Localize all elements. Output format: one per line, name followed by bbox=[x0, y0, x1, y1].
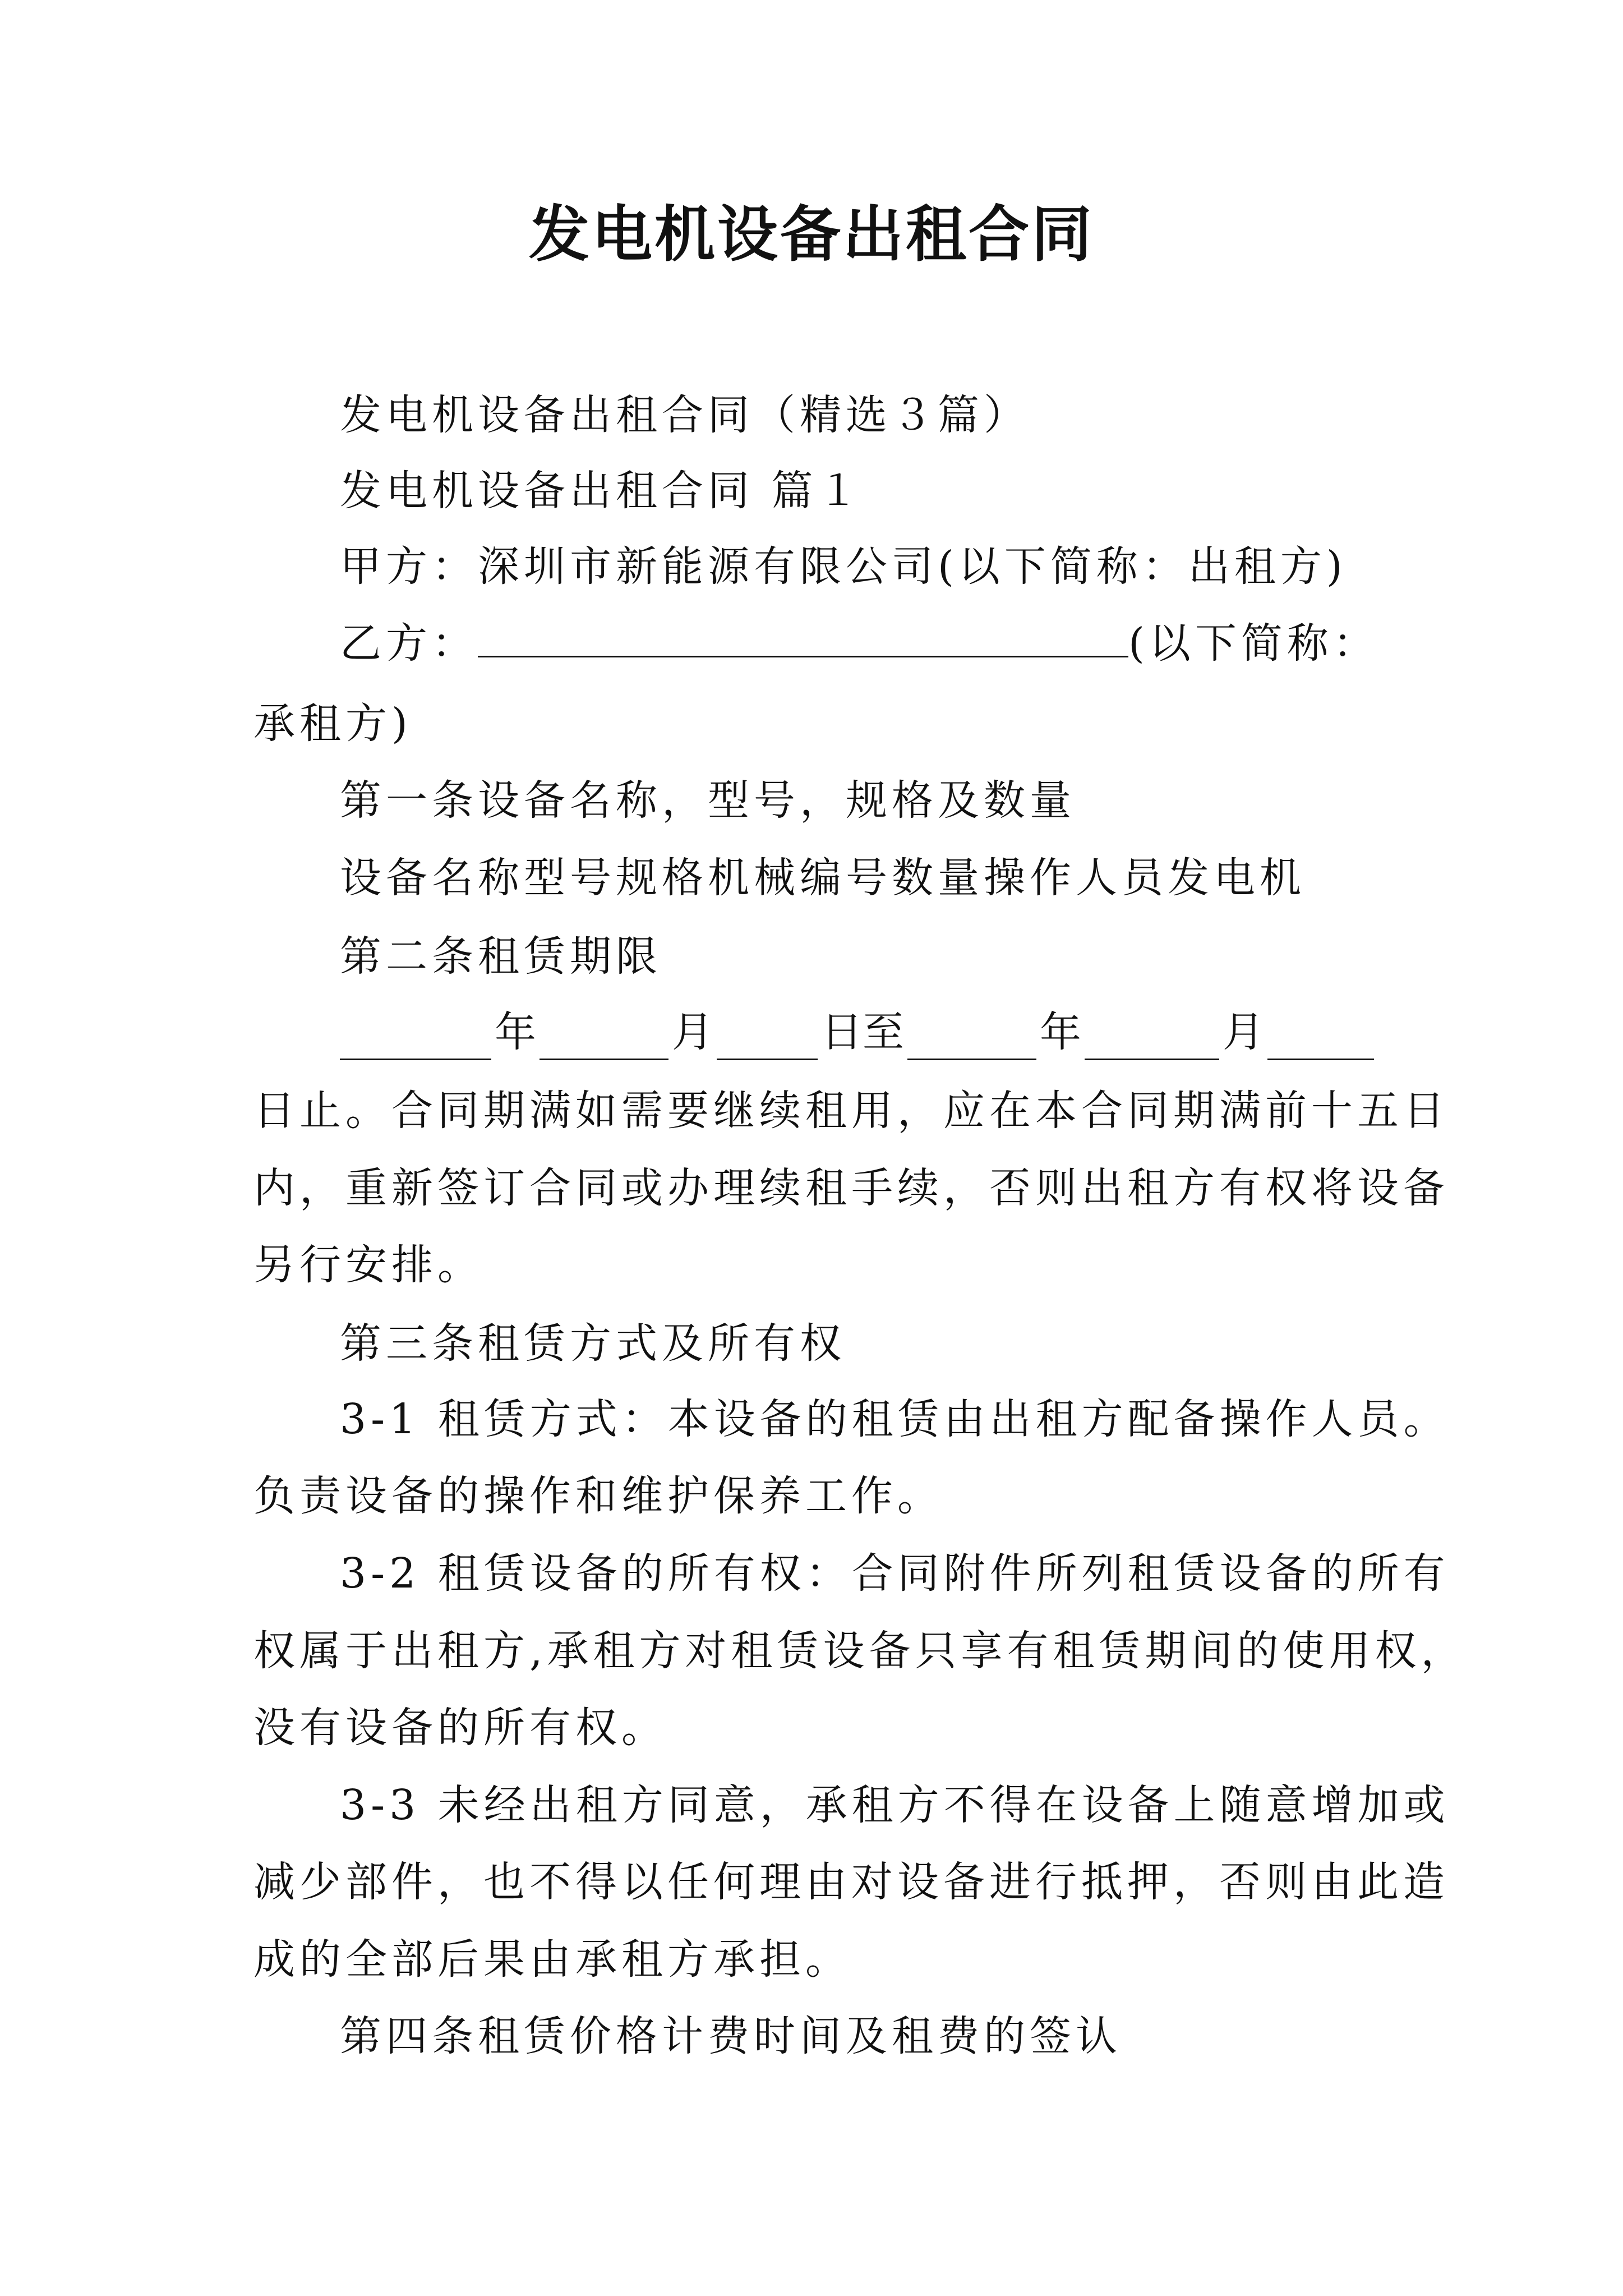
end-day-blank bbox=[1267, 1018, 1374, 1060]
party-b-suffix: (以下简称： bbox=[1128, 619, 1379, 668]
article1-table-header: 设备名称型号规格机械编号数量操作人员发电机 bbox=[340, 854, 1306, 902]
date-unit-year-end: 年 bbox=[1040, 1008, 1081, 1056]
date-unit-month: 月 bbox=[672, 1008, 713, 1056]
clause-3-2-line2: 权属于出租方,承租方对租赁设备只享有租赁期间的使用权， bbox=[253, 1627, 1467, 1675]
end-year-blank bbox=[907, 1018, 1036, 1060]
article1-heading: 第一条设备名称，型号，规格及数量 bbox=[340, 776, 1076, 825]
party-a-line: 甲方：深圳市新能源有限公司(以下简称：出租方) bbox=[340, 542, 1347, 591]
document-title: 发电机设备出租合同 bbox=[528, 199, 1094, 270]
clause-3-2-line3: 没有设备的所有权。 bbox=[253, 1704, 667, 1752]
end-month-blank bbox=[1085, 1018, 1219, 1060]
lease-date-row bbox=[340, 1004, 1390, 1060]
clause-3-3-line2: 减少部件，也不得以任何理由对设备进行抵押，否则由此造 bbox=[253, 1858, 1449, 1906]
clause-3-1-line2: 负责设备的操作和维护保养工作。 bbox=[253, 1472, 943, 1520]
party-b-wrap: 承租方) bbox=[253, 700, 412, 748]
article2-text-1: 日止。合同期满如需要继续租用，应在本合同期满前十五日 bbox=[253, 1087, 1449, 1135]
article3-heading: 第三条租赁方式及所有权 bbox=[340, 1319, 846, 1368]
date-unit-month-end: 月 bbox=[1223, 1008, 1264, 1056]
clause-3-1-line1: 3-1 租赁方式：本设备的租赁由出租方配备操作人员。 bbox=[340, 1395, 1450, 1443]
clause-3-2-line1: 3-2 租赁设备的所有权：合同附件所列租赁设备的所有 bbox=[340, 1549, 1450, 1598]
date-unit-year: 年 bbox=[495, 1008, 536, 1056]
clause-3-3-line1: 3-3 未经出租方同意，承租方不得在设备上随意增加或 bbox=[340, 1781, 1450, 1829]
clause-3-3-line3: 成的全部后果由承租方承担。 bbox=[253, 1935, 851, 1984]
party-b-prefix: 乙方： bbox=[340, 619, 478, 668]
article2-text-3: 另行安排。 bbox=[253, 1241, 483, 1289]
article2-heading: 第二条租赁期限 bbox=[340, 932, 662, 981]
start-year-blank bbox=[340, 1018, 491, 1060]
part-heading: 发电机设备出租合同 篇１ bbox=[340, 467, 864, 515]
document-subtitle: 发电机设备出租合同（精选３篇） bbox=[340, 391, 1030, 439]
article4-heading: 第四条租赁价格计费时间及租费的签认 bbox=[340, 2012, 1122, 2060]
date-unit-day-to: 日至 bbox=[821, 1008, 904, 1056]
start-month-blank bbox=[540, 1018, 668, 1060]
start-day-blank bbox=[717, 1018, 818, 1060]
article2-text-2: 内，重新签订合同或办理续租手续，否则出租方有权将设备 bbox=[253, 1164, 1449, 1212]
party-b-line bbox=[340, 615, 1379, 671]
party-b-blank bbox=[478, 615, 1128, 657]
